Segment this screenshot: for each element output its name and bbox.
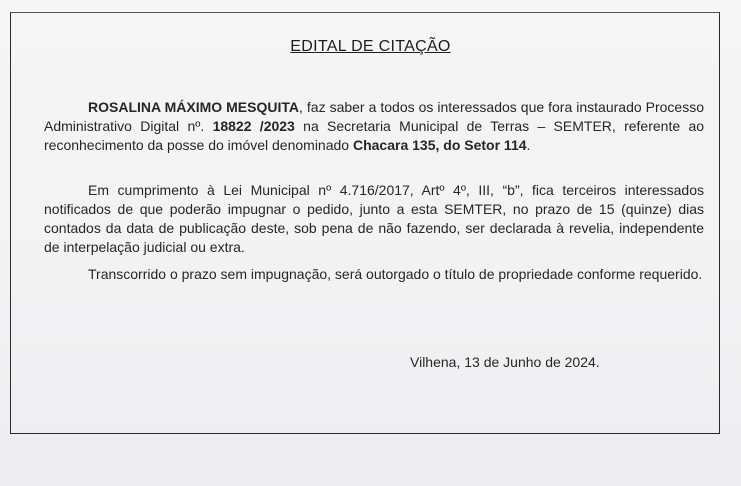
paragraph-text: na Secretaria Municipal de Terras – SEMTER, referente ao reconhecimento da posse do imóvel denominado — [44, 118, 705, 153]
paragraph-legal-basis — [44, 181, 704, 257]
paragraph-text: , faz saber a todos os interessados que fora instaurado Processo Administrativo Digital nº. — [44, 99, 704, 134]
paragraph-text: Em cumprimento à Lei Municipal nº 4.716/2017, Artº 4º, III, “b”, fica terceiros interessados notificados de que poderão impugnar o pedido, junto a esta SEMTER, no prazo de 15 (quinze) dias contados da data de publicação deste, sob pena de não fazendo, ser declarada à revelia, independente de interpelação judicial ou extra. — [44, 182, 704, 255]
paragraph-process-notice — [44, 98, 704, 155]
document-title: EDITAL DE CITAÇÃO — [290, 38, 451, 55]
date-line: Vilhena, 13 de Junho de 2024. — [410, 354, 600, 370]
applicant-name: ROSALINA MÁXIMO MESQUITA — [88, 99, 299, 115]
process-number: 18822 /2023 — [212, 118, 295, 134]
property-name: Chacara 135, do Setor 114 — [352, 137, 527, 153]
paragraph-outcome — [44, 265, 704, 284]
paragraph-text: Transcorrido o prazo sem impugnação, será outorgado o título de propriedade conforme requerido. — [88, 266, 703, 282]
paragraph-text: . — [526, 137, 531, 153]
